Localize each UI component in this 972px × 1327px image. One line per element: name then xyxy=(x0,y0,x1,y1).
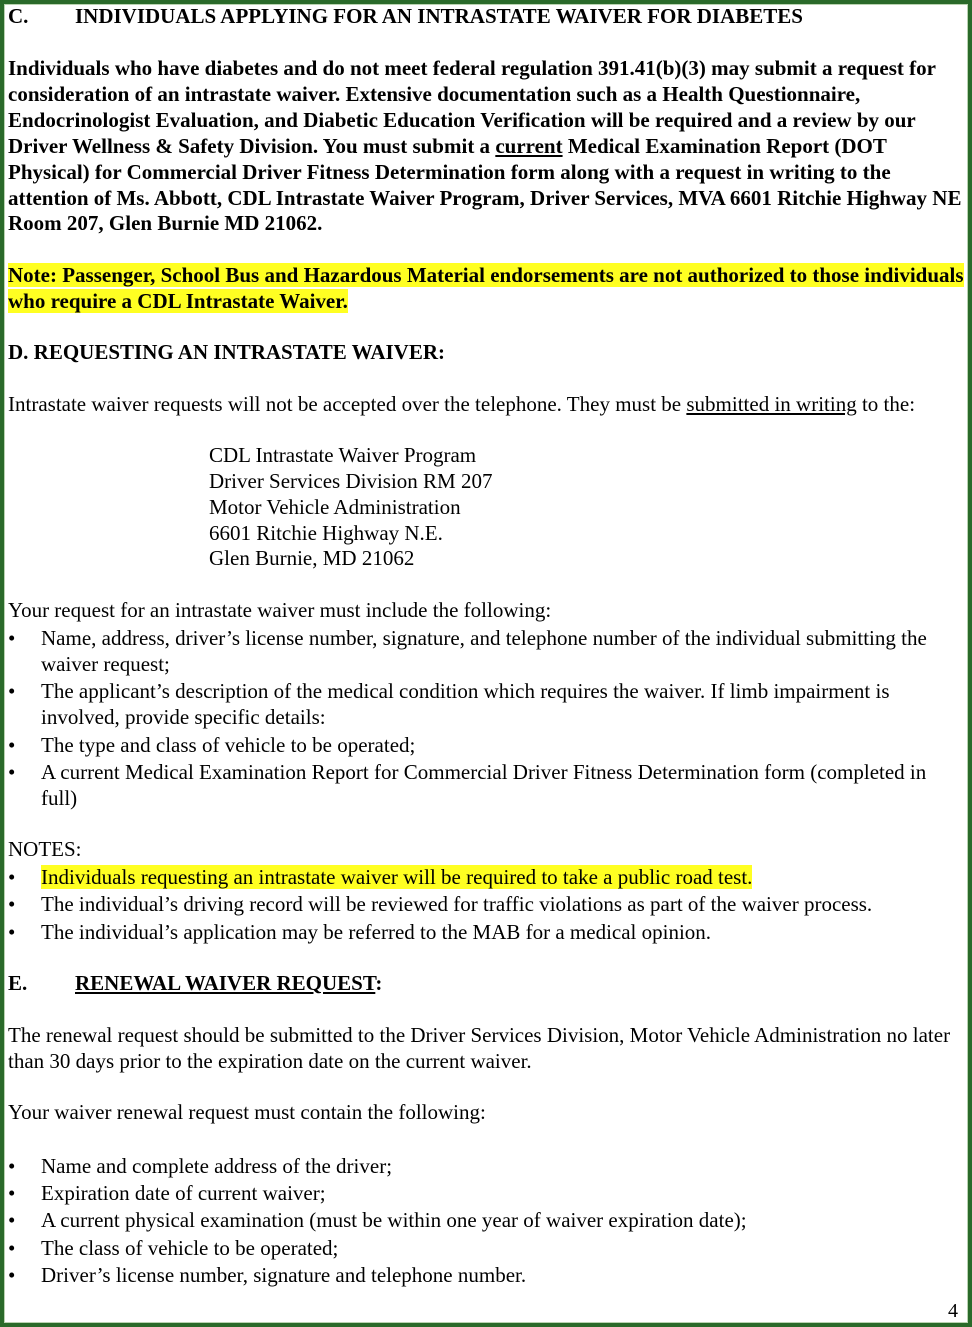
bullet-icon: • xyxy=(8,1154,16,1178)
bullet-icon: • xyxy=(8,892,16,916)
section-e-contain-intro: Your waiver renewal request must contain the following: xyxy=(8,1100,486,1124)
list-item: • Name, address, driver’s license number, signature, and telephone number of the individual submitting the waiver request; xyxy=(8,626,927,676)
section-c-label: C. xyxy=(8,4,29,28)
section-d-intro-underline: submitted in writing xyxy=(686,392,857,416)
address-line: CDL Intrastate Waiver Program xyxy=(209,443,477,467)
list-item: • A current physical examination (must be within one year of waiver expiration date); xyxy=(8,1208,747,1232)
section-c-text-2: Medical Examination Report (DOT Physical) for Commercial Driver Fitness Determination form along with a request in writing to the attention of Ms. Abbott, CDL Intrastate Waiver Program, Driver Services, MVA 6601 Ritchie Highway NE Room 207, Glen Burnie MD 21062. xyxy=(8,133,962,236)
list-item: • Name and complete address of the driver; xyxy=(8,1154,393,1178)
section-d-intro xyxy=(8,392,966,418)
section-e-label: E. xyxy=(8,971,28,995)
list-item: • The type and class of vehicle to be operated; xyxy=(8,733,416,757)
section-c-heading xyxy=(8,4,803,30)
list-item: • The applicant’s description of the medical condition which requires the waiver. If limb impairment is involved, provide specific details: xyxy=(8,679,890,729)
address-line: Driver Services Division RM 207 xyxy=(209,469,493,493)
notes-label: NOTES: xyxy=(8,837,82,861)
section-d-include-intro: Your request for an intrastate waiver must include the following: xyxy=(8,598,552,622)
section-e-paragraph: The renewal request should be submitted to the Driver Services Division, Motor Vehicle Administration no later than 30 days prior to the expiration date on the current waiver. xyxy=(8,1023,951,1073)
address-line: 6601 Ritchie Highway N.E. xyxy=(209,521,443,545)
section-c-note-text: Note: Passenger, School Bus and Hazardous Material endorsements are not authorized to those individuals who require a CDL Intrastate Waiver. xyxy=(8,263,964,313)
section-d-intro-text-1: Intrastate waiver requests will not be accepted over the telephone. They must be xyxy=(8,392,687,416)
page-number: 4 xyxy=(948,1300,958,1322)
bullet-icon: • xyxy=(8,760,16,784)
section-c-paragraph xyxy=(8,56,966,237)
bullet-icon: • xyxy=(8,1236,16,1260)
list-item: • The individual’s application may be referred to the MAB for a medical opinion. xyxy=(8,920,712,944)
section-c-note xyxy=(8,263,966,315)
bullet-icon: • xyxy=(8,733,16,757)
address-line: Glen Burnie, MD 21062 xyxy=(209,546,415,570)
bullet-icon: • xyxy=(8,920,16,944)
section-c-text-1: Individuals who have diabetes and do not meet federal regulation 391.41(b)(3) may submit a request for consideration of an intrastate waiver. Extensive documentation such as a Health Questionnaire, Endocrinologist Evaluation, and Diabetic Education Verification will be required and a review by our Driver Wellness & Safety Division. You must submit a xyxy=(8,56,936,158)
section-c-title: INDIVIDUALS APPLYING FOR AN INTRASTATE WAIVER FOR DIABETES xyxy=(75,4,803,28)
bullet-icon: • xyxy=(8,865,16,889)
highlighted-note: Individuals requesting an intrastate waiver will be required to take a public road test. xyxy=(41,865,753,889)
bullet-icon: • xyxy=(8,626,16,650)
list-item: • The individual’s driving record will be reviewed for traffic violations as part of the waiver process. xyxy=(8,892,873,916)
section-e-heading: E. RENEWAL WAIVER REQUEST: xyxy=(8,971,383,995)
section-d-title: D. REQUESTING AN INTRASTATE WAIVER: xyxy=(8,340,446,364)
list-item: • A current Medical Examination Report for Commercial Driver Fitness Determination form (completed in full) xyxy=(8,760,927,810)
section-c-underline: current xyxy=(495,133,563,158)
bullet-icon: • xyxy=(8,1181,16,1205)
list-item xyxy=(8,865,966,891)
bullet-icon: • xyxy=(8,1263,16,1287)
bullet-icon: • xyxy=(8,679,16,703)
section-e-title: RENEWAL WAIVER REQUEST xyxy=(75,971,376,995)
bullet-icon: • xyxy=(8,1208,16,1232)
address-line: Motor Vehicle Administration xyxy=(209,495,461,519)
list-item: • Expiration date of current waiver; xyxy=(8,1181,326,1205)
section-d-intro-text-2: to the: xyxy=(856,392,916,416)
list-item: • Driver’s license number, signature and telephone number. xyxy=(8,1263,527,1287)
list-item: • The class of vehicle to be operated; xyxy=(8,1236,339,1260)
